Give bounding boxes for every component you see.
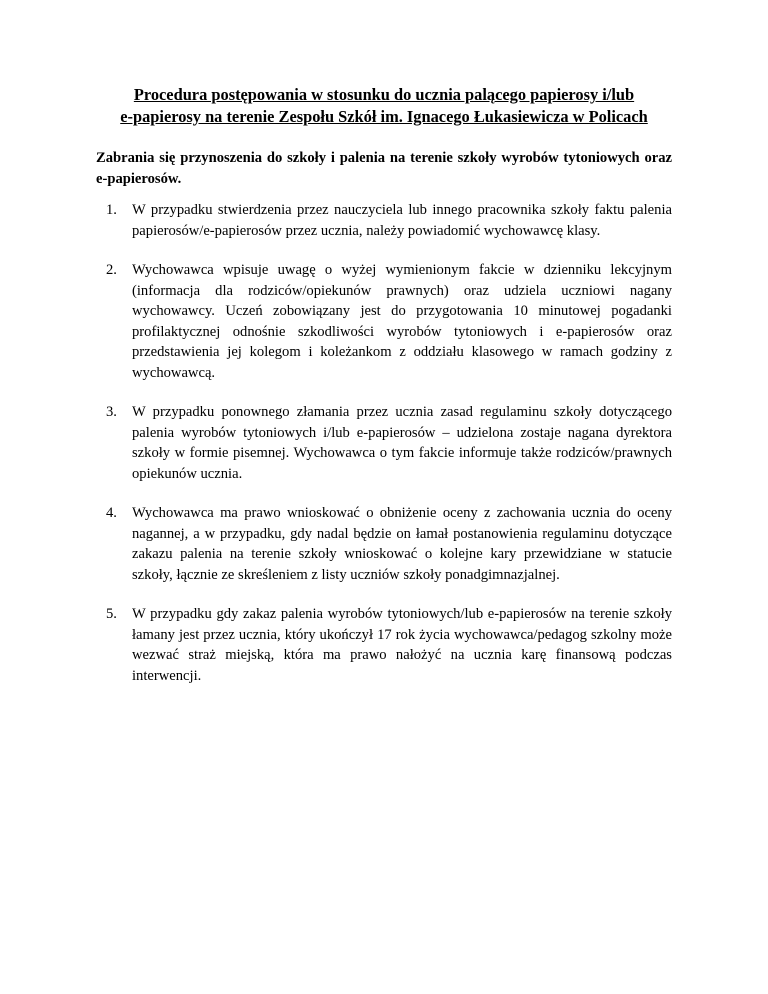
list-item-number: 4. — [106, 505, 117, 521]
list-item-number: 1. — [106, 202, 117, 218]
list-item — [96, 200, 672, 241]
list-item — [96, 604, 672, 686]
list-item-number: 5. — [106, 606, 117, 622]
procedure-list — [96, 200, 672, 705]
list-item-text: Wychowawca ma prawo wnioskować o obniżenie oceny z zachowania ucznia do oceny nagannej, a w przypadku, gdy nadal będzie on łamał postanowienia regulaminu dotyczące zakazu palenia na terenie szkoły wnioskować o kolejne kary przewidziane w statucie szkoły, łącznie ze skreśleniem z listy uczniów szkoły ponadgimnazjalnej. — [132, 505, 672, 583]
list-item-text: Wychowawca wpisuje uwagę o wyżej wymienionym fakcie w dzienniku lekcyjnym (informacja dla rodziców/opiekunów prawnych) oraz udziela uczniowi nagany wychowawcy. Uczeń zobowiązany jest do przygotowania 10 minutowej pogadanki profilaktycznej odnośnie szkodliwości wyrobów tytoniowych i e-papierosów oraz przedstawienia jej kolegom i koleżankom z oddziału klasowego w ramach godziny z wychowawcą. — [132, 262, 672, 381]
list-item — [96, 402, 672, 484]
list-item-number: 2. — [106, 262, 117, 278]
list-item-text: W przypadku stwierdzenia przez nauczyciela lub innego pracownika szkoły faktu palenia papierosów/e-papierosów przez ucznia, należy powiadomić wychowawcę klasy. — [132, 202, 672, 239]
intro-paragraph: Zabrania się przynoszenia do szkoły i palenia na terenie szkoły wyrobów tytoniowych oraz e-papierosów. — [96, 150, 672, 187]
list-item-number: 3. — [106, 404, 117, 420]
document-title — [96, 84, 672, 128]
document-title-line-2: e-papierosy na terenie Zespołu Szkół im. Ignacego Łukasiewicza w Policach — [120, 107, 648, 126]
list-item-text: W przypadku ponownego złamania przez ucznia zasad regulaminu szkoły dotyczącego palenia wyrobów tytoniowych i/lub e-papierosów – udzielona zostaje nagana dyrektora szkoły w formie pisemnej. Wychowawca o tym fakcie informuje także rodziców/prawnych opiekunów ucznia. — [132, 404, 672, 482]
document-title-line-1: Procedura postępowania w stosunku do ucznia palącego papierosy i/lub — [133, 85, 635, 104]
list-item — [96, 503, 672, 585]
list-item-text: W przypadku gdy zakaz palenia wyrobów tytoniowych/lub e-papierosów na terenie szkoły łamany jest przez ucznia, który ukończył 17 rok życia wychowawca/pedagog szkolny może wezwać straż miejską, która ma prawo nałożyć na ucznia karę finansową podczas interwencji. — [132, 606, 672, 684]
list-item — [96, 260, 672, 383]
